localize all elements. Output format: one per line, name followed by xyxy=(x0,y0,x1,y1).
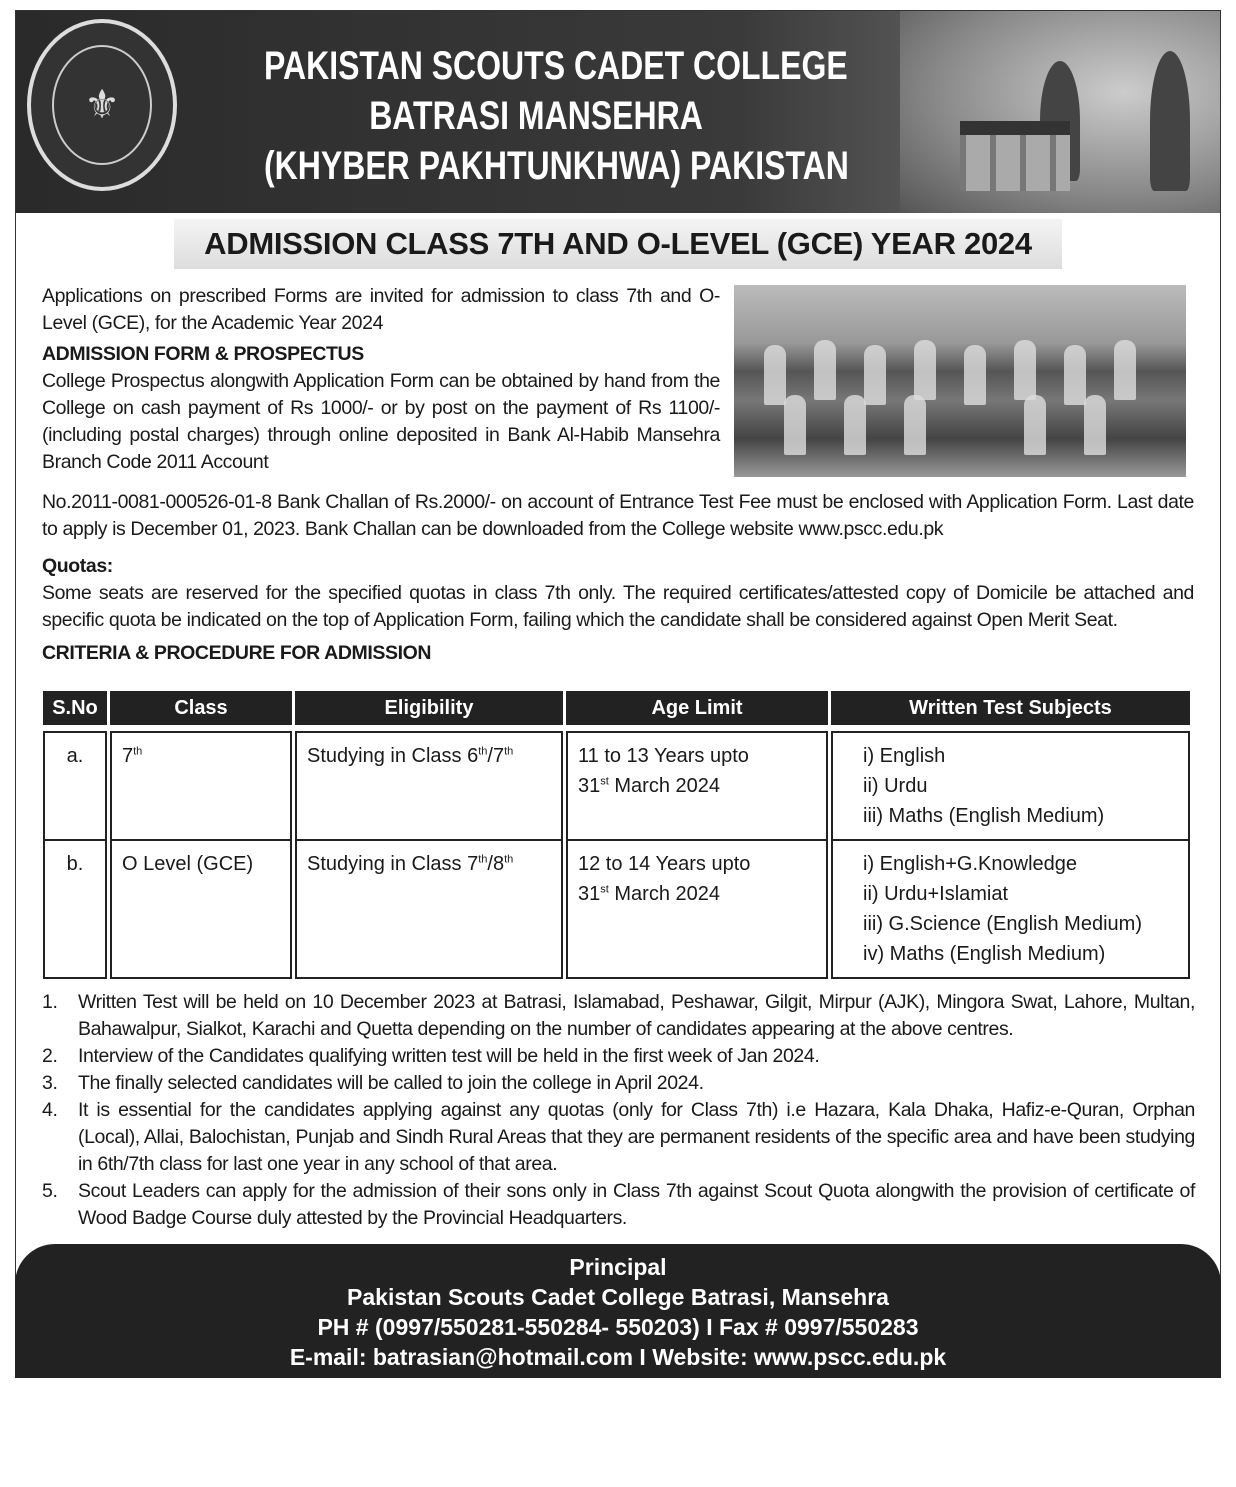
col-subjects: Written Test Subjects xyxy=(831,691,1190,731)
ad-border xyxy=(15,10,1221,1378)
header-line: BATRASI MANSEHRA xyxy=(369,94,703,138)
header-line: PAKISTAN SCOUTS CADET COLLEGE xyxy=(264,44,848,88)
eligibility-cell: Studying in Class 6th/7th xyxy=(295,731,563,841)
sno-cell: b. xyxy=(43,841,107,979)
contact-footer xyxy=(15,1244,1221,1378)
footer-phone: PH # (0997/550281-550284- 550203) I Fax # 0997/550283 xyxy=(317,1314,919,1340)
notes-list xyxy=(42,989,1195,1232)
header-banner xyxy=(16,11,1220,213)
footer-college: Pakistan Scouts Cadet College Batrasi, Mansehra xyxy=(347,1284,889,1310)
form-text-continued: No.2011-0081-000526-01-8 Bank Challan of Rs.2000/- on account of Entrance Test Fee must be enclosed with Application Form. Last date to apply is December 01, 2023. Bank Challan can be downloaded from the College website www.pscc.edu.pk xyxy=(42,491,1194,540)
criteria-table xyxy=(40,691,1193,979)
table-row xyxy=(43,731,1190,841)
age-cell: 12 to 14 Years upto 31st March 2024 xyxy=(566,841,828,979)
college-logo xyxy=(27,19,177,191)
note-item: 2. Interview of the Candidates qualifying written test will be held in the first week of Jan 2024. xyxy=(42,1045,820,1067)
criteria-heading: CRITERIA & PROCEDURE FOR ADMISSION xyxy=(42,642,432,664)
footer-principal: Principal xyxy=(569,1254,667,1280)
college-name xyxy=(196,41,876,191)
note-item: 1. Written Test will be held on 10 December 2023 at Batrasi, Islamabad, Peshawar, Gilgit, Mirpur (AJK), Mingora Swat, Lahore, Multan, Bahawalpur, Sialkot, Karachi and Quetta depending on the number of candidates appearing at the above centres. xyxy=(42,991,1195,1040)
col-eligibility: Eligibility xyxy=(295,691,563,731)
col-sno: S.No xyxy=(43,691,107,731)
quotas-text: Some seats are reserved for the specified quotas in class 7th only. The required certificates/attested copy of Domicile be attached and specific quota be indicated on the top of Application Form, failing which the candidate shall be considered against Open Merit Seat. xyxy=(42,582,1194,631)
col-class: Class xyxy=(110,691,292,731)
class-cell: O Level (GCE) xyxy=(110,841,292,979)
note-item: 5. Scout Leaders can apply for the admission of their sons only in Class 7th against Scout Quota alongwith the provision of certificate of Wood Badge Course duly attested by the Provincial Headquarters. xyxy=(42,1180,1195,1229)
intro-text: Applications on prescribed Forms are invited for admission to class 7th and O-Level (GCE), for the Academic Year 2024 xyxy=(42,285,720,334)
eligibility-cell: Studying in Class 7th/8th xyxy=(295,841,563,979)
fleur-de-lis-icon: ⚜ xyxy=(52,45,152,165)
cadets-group-photo xyxy=(734,285,1186,477)
quotas-heading: Quotas: xyxy=(42,555,113,577)
form-text: College Prospectus alongwith Application Form can be obtained by hand from the College on cash payment of Rs 1000/- or by post on the payment of Rs 1100/- (including postal charges) through online deposited in Bank Al-Habib Mansehra Branch Code 2011 Account xyxy=(42,370,720,473)
sno-cell: a. xyxy=(43,731,107,841)
note-item: 3. The finally selected candidates will be called to join the college in April 2024. xyxy=(42,1072,704,1094)
footer-email-website: E-mail: batrasian@hotmail.com I Website: www.pscc.edu.pk xyxy=(289,1344,947,1370)
note-item: 4. It is essential for the candidates applying against any quotas (only for Class 7th) i.e Hazara, Kala Dhaka, Hafiz-e-Quran, Orphan (Local), Allai, Balochistan, Punjab and Sindh Rural Areas that they are permanent residents of the specific area and have been studying in 6th/7th class for last one year in any school of that area. xyxy=(42,1099,1195,1175)
subjects-cell: i) English ii) Urdu iii) Maths (English Medium) xyxy=(831,731,1190,841)
subjects-cell: i) English+G.Knowledge ii) Urdu+Islamiat iii) G.Science (English Medium) iv) Maths (English Medium) xyxy=(831,841,1190,979)
age-cell: 11 to 13 Years upto 31st March 2024 xyxy=(566,731,828,841)
campus-photo xyxy=(900,11,1220,213)
form-heading: ADMISSION FORM & PROSPECTUS xyxy=(42,343,364,365)
col-age-limit: Age Limit xyxy=(566,691,828,731)
page-title: ADMISSION CLASS 7TH AND O-LEVEL (GCE) YEAR 2024 xyxy=(174,219,1062,269)
header-line: (KHYBER PAKHTUNKHWA) PAKISTAN xyxy=(264,144,849,188)
class-cell: 7th xyxy=(110,731,292,841)
table-row xyxy=(43,841,1190,979)
